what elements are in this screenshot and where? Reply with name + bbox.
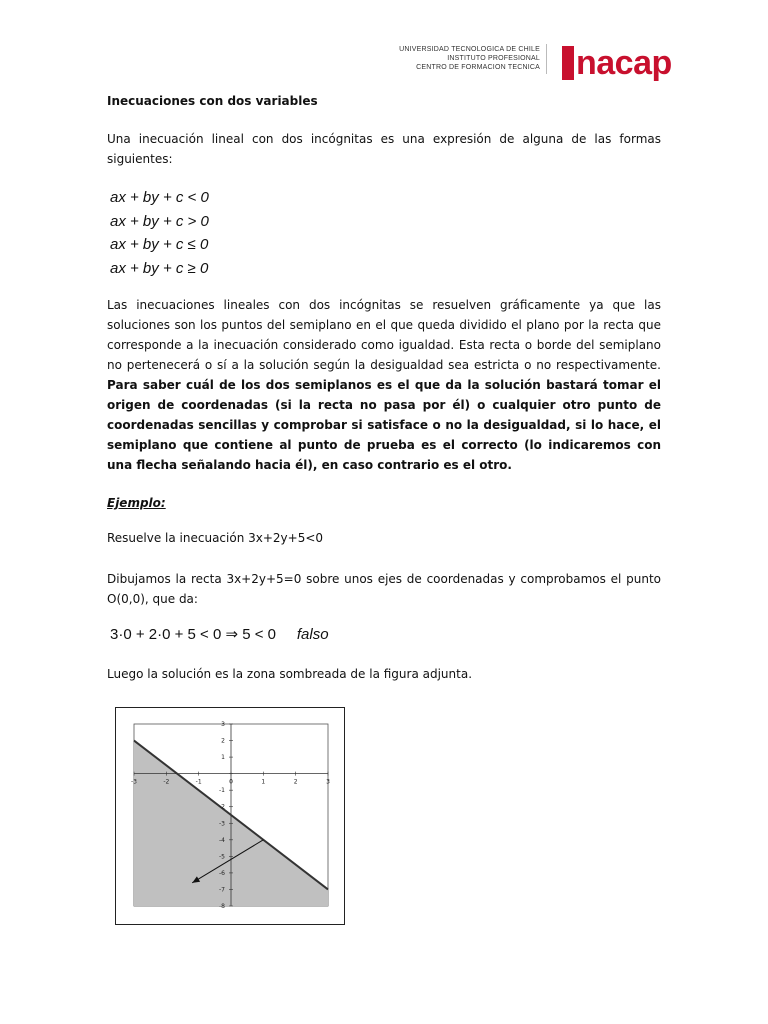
x-tick-label: 0 [229,778,233,786]
y-tick-label: -6 [219,869,225,877]
inequality-forms [110,186,209,280]
example-heading: Ejemplo: [107,496,166,510]
evaluation-verdict: falso [296,626,329,643]
y-tick-label: -3 [219,820,225,828]
draw-paragraph: Dibujamos la recta 3x+2y+5=0 sobre unos ejes de coordenadas y comprobamos el punto O(0,0), que da: [107,572,661,606]
explanation-text: Las inecuaciones lineales con dos incógnitas se resuelven gráficamente ya que las soluciones son los puntos del semiplano en el que queda dividido el plano por la recta que corresponde a la inecuación considerado como igualdad. Esta recta o borde del semiplano no pertenecerá o sí a la solución según la desigualdad sea estricta o no respectivamente. [107,298,661,372]
origin-evaluation [110,625,329,643]
y-tick-label: 2 [221,737,225,745]
x-tick-label: -2 [163,778,170,786]
x-tick-label: 1 [261,778,266,786]
form-line: ax + by + c > 0 [110,212,209,230]
logo-text: nacap [576,44,672,82]
institution-line: INSTITUTO PROFESIONAL [447,55,540,62]
y-tick-label: -1 [219,787,225,795]
explanation-bold-text: Para saber cuál de los dos semiplanos es el que da la solución bastará tomar el origen de coordenadas (si la recta no pasa por él) o cualquier otro punto de coordenadas sencillas y comprobar si satisface o no la desigualdad, si lo hace, el semiplano que contiene al punto de prueba es el correcto (lo indicaremos con una flecha señalando hacia él), en caso contrario es el otro. [107,378,661,472]
header-divider [546,44,547,74]
page-title: Inecuaciones con dos variables [107,94,318,108]
form-line: ax + by + c < 0 [110,189,209,206]
resolve-statement: Resuelve la inecuación 3x+2y+5<0 [107,531,324,545]
form-line: ax + by + c ≤ 0 [110,236,209,253]
evaluation-expression: 3·0 + 2·0 + 5 < 0 ⇒ 5 < 0 [110,626,277,643]
y-tick-label: -2 [219,803,225,811]
x-tick-label: -1 [195,778,202,786]
institution-line: UNIVERSIDAD TECNOLOGICA DE CHILE [399,46,540,53]
x-tick-label: 2 [293,778,298,786]
inacap-logo [562,44,672,82]
explanation-paragraph [107,295,661,475]
x-tick-label: -3 [131,778,137,786]
y-tick-label: -5 [219,853,225,861]
logo-mark-icon [562,46,574,80]
solution-graph [116,708,344,924]
solution-figure [115,707,345,925]
y-tick-label: -7 [219,886,225,894]
x-tick-label: 3 [326,778,330,786]
y-tick-label: -4 [219,836,225,844]
institution-names [380,45,540,72]
conclusion: Luego la solución es la zona sombreada de la figura adjunta. [107,667,473,681]
y-tick-label: 3 [221,721,225,728]
intro-paragraph: Una inecuación lineal con dos incógnitas es una expresión de alguna de las formas siguientes: [107,132,661,166]
institution-line: CENTRO DE FORMACION TECNICA [416,64,540,71]
y-tick-label: 1 [221,754,225,762]
form-line: ax + by + c ≥ 0 [110,259,209,277]
y-tick-label: -8 [219,903,225,910]
